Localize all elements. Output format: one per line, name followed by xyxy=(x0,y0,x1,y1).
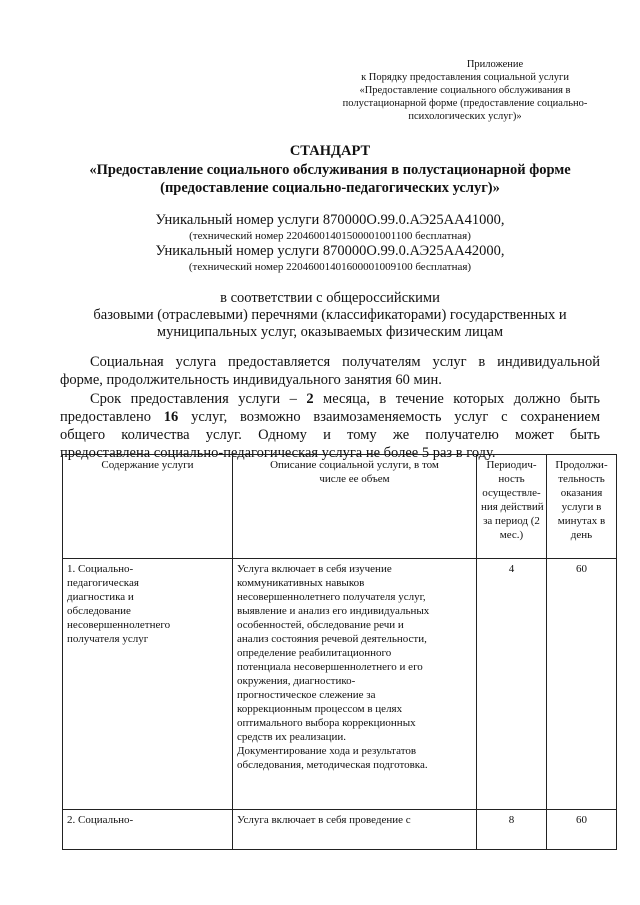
appendix-line: к Порядку предоставления социальной услуги xyxy=(361,72,569,83)
paragraph-line: общего количества услуг. Одному и тому же получателю может быть xyxy=(60,427,600,443)
appendix-line: полустационарной форме (предоставление социально- xyxy=(342,98,588,109)
row-content: 2. Социально- xyxy=(63,810,233,850)
term-text: услуг, возможно взаимозаменяемость услуг с сохранением xyxy=(178,409,601,425)
paragraph-format xyxy=(60,353,600,389)
services-table xyxy=(62,454,617,850)
header-content: Содержание услуги xyxy=(63,455,233,559)
standard-subtitle: (предоставление социально-педагогических услуг)» xyxy=(160,180,500,196)
basis-line: базовыми (отраслевыми) перечнями (классификаторами) государственных и xyxy=(93,307,567,323)
paragraph-line: форме, продолжительность индивидуального занятия 60 мин. xyxy=(60,372,442,388)
service-code: Уникальный номер услуги 870000О.99.0.АЭ25АА42000, xyxy=(155,243,505,259)
table-row xyxy=(63,810,617,850)
standard-subtitle: «Предоставление социального обслуживания в полустационарной форме xyxy=(89,162,571,178)
row-content: 1. Социально- педагогическая диагностика и обследование несовершеннолетнего получателя услуг xyxy=(63,559,233,810)
row-duration: 60 xyxy=(547,559,617,810)
header-duration: Продолжи- тельность оказания услуги в минутах в день xyxy=(547,455,617,559)
term-text: предоставлено xyxy=(60,409,164,425)
paragraph-line xyxy=(60,408,600,426)
technical-number: (технический номер 22046001401600001009100 бесплатная) xyxy=(188,261,472,273)
term-text: месяца, в течение которых должно быть xyxy=(313,391,600,407)
table-header-row xyxy=(63,455,617,559)
appendix-line: «Предоставление социального обслуживания в xyxy=(359,85,571,96)
row-description: Услуга включает в себя проведение с xyxy=(233,810,477,850)
standard-title: СТАНДАРТ xyxy=(289,143,371,159)
paragraph-line xyxy=(60,390,600,408)
basis-line: в соответствии с общероссийскими xyxy=(220,290,440,306)
row-period: 4 xyxy=(477,559,547,810)
appendix-line: психологических услуг)» xyxy=(408,111,522,122)
row-duration: 60 xyxy=(547,810,617,850)
row-description: Услуга включает в себя изучение коммуникативных навыков несовершеннолетнего получателя услуг, выявление и анализ его индивидуальных особенностей, обследование речи и анализ состояния речевой деятельности, определение реабилитационного потенциала несовершеннолетнего и его окружения, диагностико- прогностическое слежение за коррекционным процессом в целях оптимального выбора коррекционных средств их реализации. Документирование хода и результатов обследования, методическая подготовка. xyxy=(233,559,477,810)
row-period: 8 xyxy=(477,810,547,850)
appendix-title: Приложение xyxy=(466,59,524,70)
term-months: 2 xyxy=(306,391,314,407)
paragraph-line: предоставлена социально-педагогическая услуга не более 5 раз в году. xyxy=(60,445,496,461)
header-description: Описание социальной услуги, в том числе ее объем xyxy=(233,455,477,559)
paragraph-term xyxy=(60,390,600,462)
term-count: 16 xyxy=(163,409,179,425)
appendix-header xyxy=(330,58,600,123)
paragraph-line: Социальная услуга предоставляется получателям услуг в индивидуальной xyxy=(90,354,600,370)
term-text: Срок предоставления услуги – xyxy=(90,391,307,407)
table-row xyxy=(63,559,617,810)
service-code: Уникальный номер услуги 870000О.99.0.АЭ25АА41000, xyxy=(155,212,505,228)
header-period: Периодич- ность осуществле- ния действий за период (2 мес.) xyxy=(477,455,547,559)
technical-number: (технический номер 22046001401500001001100 бесплатная) xyxy=(189,230,471,242)
basis-line: муниципальных услуг, оказываемых физическим лицам xyxy=(156,324,504,340)
